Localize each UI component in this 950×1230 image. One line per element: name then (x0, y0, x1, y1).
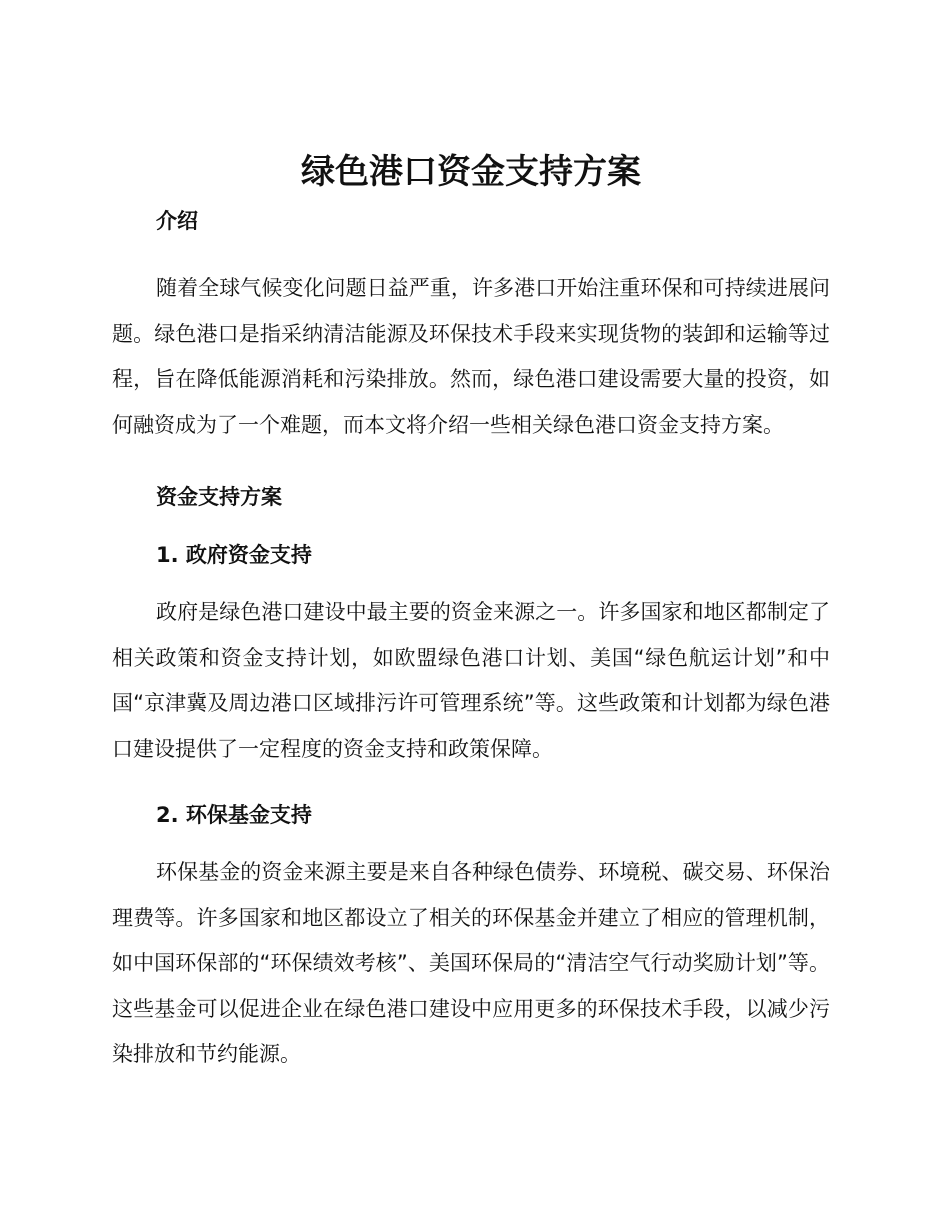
paragraph-environmental-fund: 环保基金的资金来源主要是来自各种绿色债券、环境税、碳交易、环保治理费等。许多国家和地区都设立了相关的环保基金并建立了相应的管理机制，如中国环保部的“环保绩效考核”、美国环保局的“清洁空气行动奖励计划”等。这些基金可以促进企业在绿色港口建设中应用更多的环保技术手段，以减少污染排放和节约能源。 (112, 860, 830, 1066)
document-body (112, 148, 830, 1078)
subsection-heading-government: 1. 政府资金支持 (156, 543, 312, 567)
document-title: 绿色港口资金支持方案 (301, 152, 641, 192)
intro-paragraph: 随着全球气候变化问题日益严重，许多港口开始注重环保和可持续进展问题。绿色港口是指采纳清洁能源及环保技术手段来实现货物的装卸和运输等过程，旨在降低能源消耗和污染排放。然而，绿色港口建设需要大量的投资，如何融资成为了一个难题，而本文将介绍一些相关绿色港口资金支持方案。 (112, 276, 830, 437)
paragraph-government-funding: 政府是绿色港口建设中最主要的资金来源之一。许多国家和地区都制定了相关政策和资金支持计划，如欧盟绿色港口计划、美国“绿色航运计划”和中国“京津冀及周边港口区域排污许可管理系统”等。这些政策和计划都为绿色港口建设提供了一定程度的资金支持和政策保障。 (112, 600, 830, 761)
subsection-heading-environmental-fund: 2. 环保基金支持 (156, 803, 312, 827)
intro-heading: 介绍 (156, 209, 198, 233)
section-heading: 资金支持方案 (156, 485, 282, 509)
